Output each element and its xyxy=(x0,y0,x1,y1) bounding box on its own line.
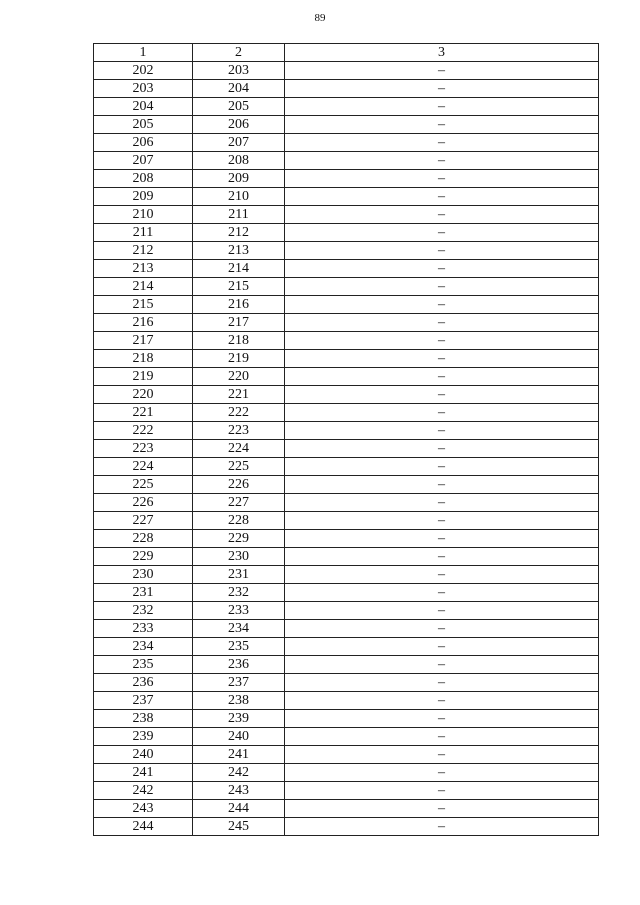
table-cell-col-3: – xyxy=(285,638,599,656)
table-cell-col-3: – xyxy=(285,476,599,494)
table-cell-col-1: 228 xyxy=(94,530,193,548)
table-cell-col-1: 229 xyxy=(94,548,193,566)
table-row xyxy=(94,260,599,278)
table-cell-col-1: 224 xyxy=(94,458,193,476)
table-cell-col-1: 207 xyxy=(94,152,193,170)
table-cell-col-2: 237 xyxy=(193,674,285,692)
table-cell-col-1: 236 xyxy=(94,674,193,692)
table-cell-col-1: 240 xyxy=(94,746,193,764)
table-cell-col-2: 207 xyxy=(193,134,285,152)
table-row xyxy=(94,350,599,368)
table-row xyxy=(94,476,599,494)
table-cell-col-3: – xyxy=(285,188,599,206)
table-cell-col-3: – xyxy=(285,710,599,728)
table-cell-col-3: – xyxy=(285,692,599,710)
table-cell-col-1: 220 xyxy=(94,386,193,404)
table-cell-col-2: 208 xyxy=(193,152,285,170)
page-number: 89 xyxy=(314,12,326,24)
table-cell-col-3: – xyxy=(285,728,599,746)
table-row xyxy=(94,314,599,332)
table-cell-col-3: – xyxy=(285,620,599,638)
table-cell-col-2: 235 xyxy=(193,638,285,656)
table-cell-col-1: 232 xyxy=(94,602,193,620)
table-cell-col-3: – xyxy=(285,548,599,566)
table-cell-col-1: 218 xyxy=(94,350,193,368)
table-cell-col-2: 238 xyxy=(193,692,285,710)
table-cell-col-2: 221 xyxy=(193,386,285,404)
table-row xyxy=(94,512,599,530)
table-row xyxy=(94,296,599,314)
table-row xyxy=(94,602,599,620)
table-cell-col-1: 205 xyxy=(94,116,193,134)
table-cell-col-1: 235 xyxy=(94,656,193,674)
table-cell-col-1: 210 xyxy=(94,206,193,224)
table-cell-col-2: 245 xyxy=(193,818,285,836)
table-row xyxy=(94,584,599,602)
table-cell-col-3: – xyxy=(285,440,599,458)
table-cell-col-1: 203 xyxy=(94,80,193,98)
table-cell-col-1: 216 xyxy=(94,314,193,332)
table-cell-col-1: 241 xyxy=(94,764,193,782)
table-row xyxy=(94,80,599,98)
table-cell-col-2: 211 xyxy=(193,206,285,224)
table-cell-col-2: 228 xyxy=(193,512,285,530)
table-cell-col-3: – xyxy=(285,674,599,692)
table-cell-col-2: 206 xyxy=(193,116,285,134)
table-cell-col-1: 206 xyxy=(94,134,193,152)
table-cell-col-3: – xyxy=(285,80,599,98)
table-cell-col-2: 231 xyxy=(193,566,285,584)
table-cell-col-3: – xyxy=(285,170,599,188)
table-cell-col-3: – xyxy=(285,152,599,170)
table-cell-col-1: 217 xyxy=(94,332,193,350)
table-cell-col-2: 220 xyxy=(193,368,285,386)
table-cell-col-3: – xyxy=(285,278,599,296)
table-cell-col-3: – xyxy=(285,530,599,548)
table-cell-col-3: – xyxy=(285,242,599,260)
column-header-3: 3 xyxy=(285,44,599,62)
table-row xyxy=(94,440,599,458)
table-row xyxy=(94,548,599,566)
table-cell-col-3: – xyxy=(285,368,599,386)
table-row xyxy=(94,692,599,710)
table-cell-col-1: 233 xyxy=(94,620,193,638)
table-cell-col-3: – xyxy=(285,656,599,674)
table-row xyxy=(94,746,599,764)
table-cell-col-3: – xyxy=(285,386,599,404)
table-cell-col-3: – xyxy=(285,584,599,602)
table-cell-col-2: 203 xyxy=(193,62,285,80)
table-cell-col-2: 225 xyxy=(193,458,285,476)
table-row xyxy=(94,764,599,782)
table-row xyxy=(94,332,599,350)
table-cell-col-2: 227 xyxy=(193,494,285,512)
table-row xyxy=(94,134,599,152)
table-row xyxy=(94,368,599,386)
table-cell-col-3: – xyxy=(285,206,599,224)
table-row xyxy=(94,530,599,548)
table-cell-col-3: – xyxy=(285,134,599,152)
table-body xyxy=(94,62,599,836)
table-cell-col-1: 225 xyxy=(94,476,193,494)
table-row xyxy=(94,98,599,116)
table-cell-col-1: 234 xyxy=(94,638,193,656)
table-row xyxy=(94,116,599,134)
table-row xyxy=(94,656,599,674)
table-cell-col-3: – xyxy=(285,602,599,620)
table-row xyxy=(94,152,599,170)
table-cell-col-1: 222 xyxy=(94,422,193,440)
table-cell-col-2: 213 xyxy=(193,242,285,260)
table-cell-col-2: 233 xyxy=(193,602,285,620)
table-row xyxy=(94,782,599,800)
table-cell-col-3: – xyxy=(285,764,599,782)
table-cell-col-1: 223 xyxy=(94,440,193,458)
table-cell-col-3: – xyxy=(285,224,599,242)
table-cell-col-2: 209 xyxy=(193,170,285,188)
table-cell-col-2: 239 xyxy=(193,710,285,728)
table-cell-col-2: 232 xyxy=(193,584,285,602)
table-cell-col-1: 211 xyxy=(94,224,193,242)
table-cell-col-1: 209 xyxy=(94,188,193,206)
table-row xyxy=(94,800,599,818)
table-cell-col-2: 244 xyxy=(193,800,285,818)
table-cell-col-2: 223 xyxy=(193,422,285,440)
table-cell-col-2: 222 xyxy=(193,404,285,422)
table-cell-col-3: – xyxy=(285,422,599,440)
table-cell-col-2: 230 xyxy=(193,548,285,566)
table-row xyxy=(94,170,599,188)
table-cell-col-1: 221 xyxy=(94,404,193,422)
table-cell-col-1: 239 xyxy=(94,728,193,746)
table-cell-col-2: 204 xyxy=(193,80,285,98)
table-cell-col-3: – xyxy=(285,458,599,476)
table-cell-col-1: 226 xyxy=(94,494,193,512)
table-cell-col-1: 213 xyxy=(94,260,193,278)
table-cell-col-3: – xyxy=(285,296,599,314)
table-cell-col-3: – xyxy=(285,494,599,512)
table-row xyxy=(94,62,599,80)
table-cell-col-1: 244 xyxy=(94,818,193,836)
table-row xyxy=(94,422,599,440)
table-cell-col-1: 215 xyxy=(94,296,193,314)
table-cell-col-3: – xyxy=(285,512,599,530)
table-row xyxy=(94,818,599,836)
table-cell-col-2: 210 xyxy=(193,188,285,206)
table-cell-col-1: 242 xyxy=(94,782,193,800)
table-cell-col-2: 224 xyxy=(193,440,285,458)
table-row xyxy=(94,620,599,638)
table-cell-col-2: 229 xyxy=(193,530,285,548)
table-cell-col-3: – xyxy=(285,800,599,818)
table-cell-col-1: 212 xyxy=(94,242,193,260)
table-cell-col-3: – xyxy=(285,314,599,332)
table-cell-col-3: – xyxy=(285,98,599,116)
table-cell-col-2: 217 xyxy=(193,314,285,332)
table-cell-col-1: 243 xyxy=(94,800,193,818)
table-cell-col-2: 205 xyxy=(193,98,285,116)
table-row xyxy=(94,386,599,404)
table-cell-col-2: 215 xyxy=(193,278,285,296)
table-row xyxy=(94,566,599,584)
table-cell-col-1: 227 xyxy=(94,512,193,530)
table-row xyxy=(94,494,599,512)
table-row xyxy=(94,188,599,206)
table-row xyxy=(94,458,599,476)
table-header-row xyxy=(94,44,599,62)
table-cell-col-2: 234 xyxy=(193,620,285,638)
table-cell-col-2: 242 xyxy=(193,764,285,782)
table-cell-col-1: 202 xyxy=(94,62,193,80)
table-cell-col-2: 226 xyxy=(193,476,285,494)
table-cell-col-2: 214 xyxy=(193,260,285,278)
table-row xyxy=(94,710,599,728)
table-cell-col-2: 219 xyxy=(193,350,285,368)
column-header-2: 2 xyxy=(193,44,285,62)
table-cell-col-3: – xyxy=(285,782,599,800)
table-cell-col-3: – xyxy=(285,62,599,80)
table-cell-col-3: – xyxy=(285,332,599,350)
table-cell-col-2: 218 xyxy=(193,332,285,350)
data-table xyxy=(93,43,599,836)
table-cell-col-3: – xyxy=(285,350,599,368)
table-cell-col-3: – xyxy=(285,566,599,584)
table-cell-col-1: 238 xyxy=(94,710,193,728)
table-cell-col-2: 243 xyxy=(193,782,285,800)
table-cell-col-2: 236 xyxy=(193,656,285,674)
table-row xyxy=(94,404,599,422)
table-cell-col-1: 204 xyxy=(94,98,193,116)
table-row xyxy=(94,728,599,746)
table-cell-col-3: – xyxy=(285,260,599,278)
table-cell-col-3: – xyxy=(285,116,599,134)
table-cell-col-2: 240 xyxy=(193,728,285,746)
table-row xyxy=(94,206,599,224)
table-row xyxy=(94,674,599,692)
column-header-1: 1 xyxy=(94,44,193,62)
table-cell-col-3: – xyxy=(285,404,599,422)
table-cell-col-1: 230 xyxy=(94,566,193,584)
table-cell-col-1: 219 xyxy=(94,368,193,386)
table-cell-col-3: – xyxy=(285,746,599,764)
table-row xyxy=(94,278,599,296)
table-cell-col-3: – xyxy=(285,818,599,836)
table-cell-col-2: 212 xyxy=(193,224,285,242)
table-row xyxy=(94,638,599,656)
table-cell-col-1: 208 xyxy=(94,170,193,188)
table-cell-col-1: 214 xyxy=(94,278,193,296)
table-cell-col-1: 237 xyxy=(94,692,193,710)
table-row xyxy=(94,224,599,242)
table-cell-col-2: 216 xyxy=(193,296,285,314)
table-cell-col-1: 231 xyxy=(94,584,193,602)
table-cell-col-2: 241 xyxy=(193,746,285,764)
table-row xyxy=(94,242,599,260)
